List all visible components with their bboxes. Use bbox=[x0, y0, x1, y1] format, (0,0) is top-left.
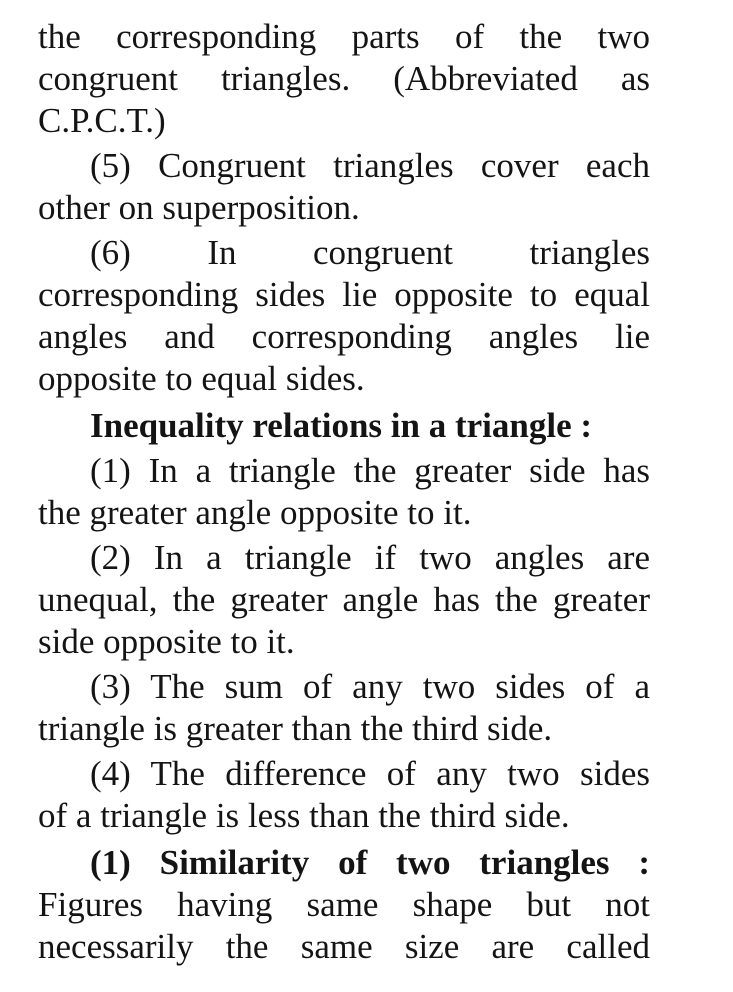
text-line: the greater angle opposite to it. bbox=[38, 493, 472, 532]
text-line: unequal, the greater angle has the greater bbox=[38, 580, 650, 619]
text-line: other on superposition. bbox=[38, 188, 360, 227]
text-line: side opposite to it. bbox=[38, 622, 295, 661]
document-page bbox=[38, 16, 650, 968]
list-item-4-line: (4) The difference of any two sides bbox=[90, 754, 650, 793]
list-item-1-line: (1) In a triangle the greater side has bbox=[90, 451, 650, 490]
text-line: congruent triangles. (Abbreviated as bbox=[38, 59, 650, 98]
text-line: C.P.C.T.) bbox=[38, 101, 166, 140]
text-line: triangle is greater than the third side. bbox=[38, 709, 553, 748]
list-item-2-line: (2) In a triangle if two angles are bbox=[90, 538, 650, 577]
text-line: the corresponding parts of the two bbox=[38, 17, 650, 56]
text-line: corresponding sides lie opposite to equal bbox=[38, 275, 650, 314]
list-item-5-line: (5) Congruent triangles cover each bbox=[90, 146, 650, 185]
text-line: Figures having same shape but not bbox=[38, 885, 650, 924]
text-line: of a triangle is less than the third side. bbox=[38, 796, 570, 835]
list-item-6-line: (6) In congruent triangles bbox=[90, 233, 650, 272]
list-item-3-line: (3) The sum of any two sides of a bbox=[90, 667, 650, 706]
section-heading: Inequality relations in a triangle : bbox=[90, 406, 593, 445]
text-line: angles and corresponding angles lie bbox=[38, 317, 650, 356]
section-heading-similarity: (1) Similarity of two triangles : bbox=[90, 843, 650, 882]
text-line: necessarily the same size are called bbox=[38, 927, 650, 966]
text-line: opposite to equal sides. bbox=[38, 359, 365, 398]
